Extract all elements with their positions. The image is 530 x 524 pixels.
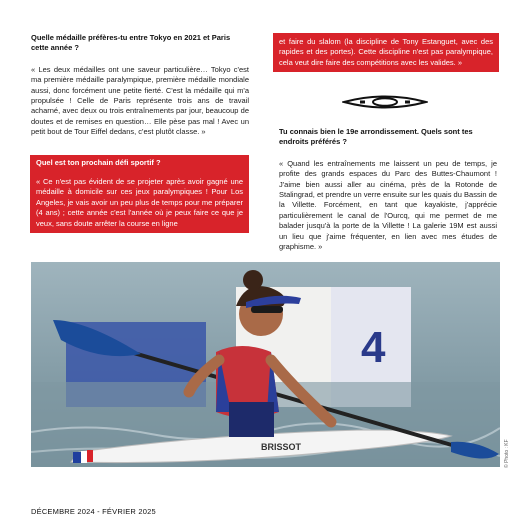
answer-next-challenge: « Ce n'est pas évident de se projeter après avoir gagné une médaille à domicile sur ces jeux paralympiques ! Pour Los Angeles, je vais avoir un peu plus de temps pour me préparer (4 ans) ; cette année c'est l'année où je peux faire ce que je veux, sans doute arrêter la course en ligne [36,177,243,228]
kayaker-illustration [31,262,500,467]
answer-19e: « Quand les entraînements me laissent un peu de temps, je profite des grands espaces du Parc des Buttes-Chaumont ! J'aime bien aussi aller au cinéma, près de la Rotonde de Stalingrad, et prendre un verre ensuite sur les quais du Bassin de la Villette. Forcément, en tant que kayakiste, j'apprécie particulièrement le canal de l'Ourcq, qui me permet de me balader jusqu'à la porte de la Villette ! La galerie 19M est aussi un lieu que j'aime fréquenter, en lien avec mes études de graphisme. » [279,158,497,252]
kayak-icon [342,92,428,112]
slalom-continuation-box [273,33,499,72]
photo-credit: © Photo : KF [504,439,510,468]
answer-medal: « Les deux médailles ont une saveur particulière… Tokyo c'est ma première médaille paralympique, première médaille mondiale aussi, donc forcément une petite fierté. C'est la médaille qui m'a propulsée ! Celle de Paris représente trois ans de travail acharné, avec deux ou trois entraînements par jour, beaucoup de doutes et de remises en question… Elle pèse pas mal ! Avec un petit bout de Tour Eiffel dedans, c'est plutôt classe. » [31,64,249,137]
kayak-photo [31,262,500,467]
question-next-challenge: Quel est ton prochain défi sportif ? [36,157,161,167]
right-column [273,33,499,72]
lane-number: 4 [361,323,386,372]
right-column-lower [279,127,497,252]
left-column [31,33,249,233]
boat-name: BRISSOT [261,442,302,452]
question-medal: Quelle médaille préfères-tu entre Tokyo en 2021 et Paris cette année ? [31,33,231,53]
issue-date-footer: DÉCEMBRE 2024 - FÉVRIER 2025 [31,507,156,516]
question-19e: Tu connais bien le 19e arrondissement. Quels sont tes endroits préférés ? [279,127,473,147]
answer-continuation: et faire du slalom (la discipline de Tony Estanguet, avec des rapides et des portes). Cette discipline n'est pas paralympique, cela veut dire faire des compétitions avec les valides. » [279,37,493,67]
next-challenge-box [30,155,249,233]
